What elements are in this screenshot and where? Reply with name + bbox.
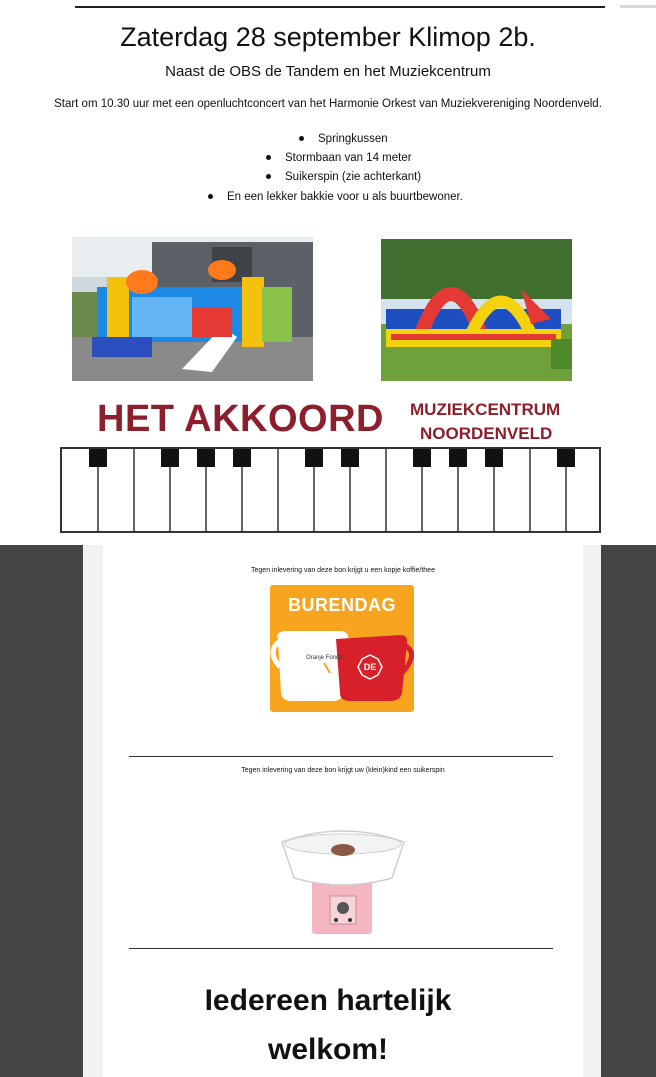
cut-line bbox=[129, 756, 553, 757]
top-divider bbox=[75, 6, 605, 8]
burendag-title: BURENDAG bbox=[287, 595, 396, 615]
de-logo-text: DE bbox=[363, 662, 377, 672]
coffee-voucher-text: Tegen inlevering van deze bon krijgt u een kopje koffie/thee bbox=[251, 567, 435, 574]
cut-line bbox=[129, 948, 553, 949]
akkoord-logo-sub2: NOORDENVELD bbox=[420, 424, 553, 443]
bullet-icon bbox=[266, 174, 271, 179]
akkoord-logo-name: HET AKKOORD bbox=[97, 398, 384, 440]
obstacle-course-photo bbox=[381, 239, 572, 381]
welcome-line-2: welkom! bbox=[267, 1033, 389, 1066]
bullet-icon bbox=[208, 194, 213, 199]
cotton-candy-machine-image bbox=[280, 820, 406, 936]
welcome-line-1: Iedereen hartelijk bbox=[204, 984, 452, 1017]
intro-text: Start om 10.30 uur met een openluchtconcert van het Harmonie Orkest van Muziekvereniging Noordenveld. bbox=[54, 98, 602, 110]
list-item: Suikerspin (zie achterkant) bbox=[266, 171, 421, 183]
piano-keys-graphic bbox=[60, 447, 601, 533]
list-item: Springkussen bbox=[299, 133, 388, 145]
bouncy-castle-photo bbox=[72, 237, 313, 381]
oranje-fonds-text: Oranje Fonds bbox=[306, 655, 343, 661]
top-gray-strip bbox=[620, 5, 656, 8]
akkoord-logo-sub1: MUZIEKCENTRUM bbox=[410, 400, 561, 419]
page-subtitle: Naast de OBS de Tandem en het Muziekcentrum bbox=[165, 63, 491, 80]
list-item: Stormbaan van 14 meter bbox=[266, 152, 412, 164]
candy-voucher-text: Tegen inlevering van deze bon krijgt uw (klein)kind een suikerspin bbox=[241, 767, 445, 774]
burendag-logo bbox=[270, 585, 414, 712]
bullet-icon bbox=[299, 136, 304, 141]
bullet-icon bbox=[266, 155, 271, 160]
page-title: Zaterdag 28 september Klimop 2b. bbox=[120, 22, 536, 52]
list-item: En een lekker bakkie voor u als buurtbewoner. bbox=[208, 191, 463, 203]
